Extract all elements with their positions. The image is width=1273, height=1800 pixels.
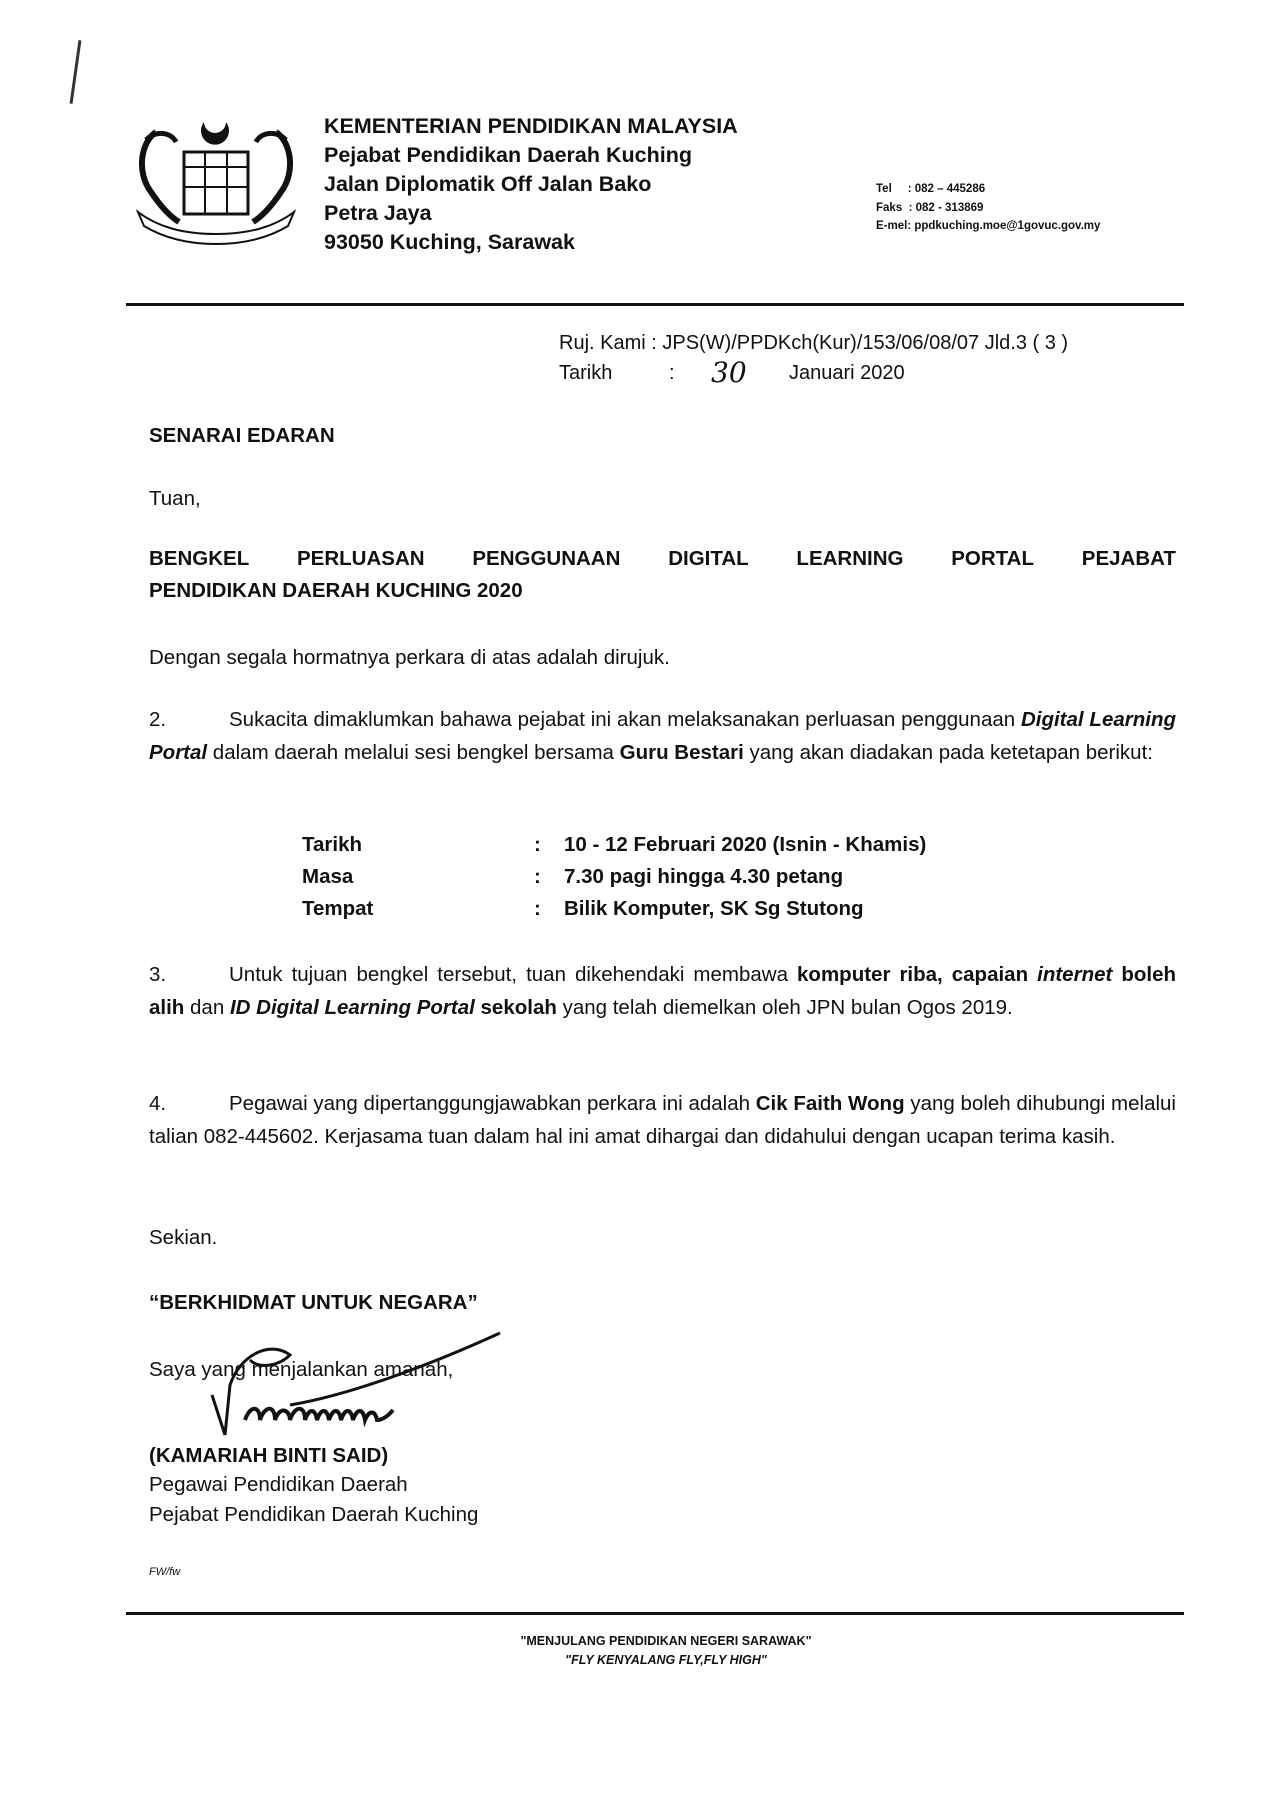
contact-info — [876, 180, 1100, 236]
address-line: Petra Jaya — [324, 201, 432, 225]
text: ID Digital Learning Portal — [229, 995, 475, 1019]
footer-slogan-1: "MENJULANG PENDIDIKAN NEGERI SARAWAK" — [520, 1634, 812, 1648]
text: boleh alih — [149, 963, 1177, 1019]
text: sekolah — [474, 995, 557, 1019]
signoff: Saya yang menjalankan amanah, — [149, 1358, 454, 1381]
subject-word: PORTAL — [951, 547, 1035, 570]
paragraph-4 — [149, 1088, 1176, 1153]
email: E-mel: ppdkuching.moe@1govuc.gov.my — [876, 220, 1101, 232]
detail-label: Masa — [302, 865, 354, 888]
recipient-heading: SENARAI EDARAN — [149, 424, 335, 447]
reference: Ruj. Kami : JPS(W)/PPDKch(Kur)/153/06/08/07 Jld.3 ( 3 ) — [559, 332, 1069, 354]
subject-word: DIGITAL — [668, 547, 749, 570]
text: dalam daerah melalui sesi bengkel bersama — [207, 740, 620, 764]
colon: : — [669, 362, 675, 384]
closing: Sekian. — [149, 1226, 218, 1249]
text: Guru Bestari — [619, 740, 744, 764]
header-rule — [126, 303, 1184, 306]
text: internet — [1037, 963, 1113, 986]
text: Sukacita dimaklumkan bahawa pejabat ini akan melaksanakan perluasan penggunaan — [229, 708, 1016, 731]
detail-value: 10 - 12 Februari 2020 (Isnin - Khamis) — [564, 833, 927, 856]
signature — [200, 1325, 520, 1445]
text: Pegawai yang dipertanggungjawabkan perkara ini adalah — [229, 1092, 756, 1115]
para-number: 3. — [149, 963, 167, 986]
text: yang boleh dihubungi melalui talian 082-445602. Kerjasama tuan dalam hal ini amat dihargai dan didahului dengan ucapan terima kasih. — [149, 1092, 1176, 1148]
signatory-office: Pejabat Pendidikan Daerah Kuching — [149, 1503, 479, 1526]
pen-mark — [70, 40, 82, 104]
signatory-name: (KAMARIAH BINTI SAID) — [149, 1444, 389, 1467]
para-number: 4. — [149, 1092, 167, 1115]
subject-word: PERLUASAN — [297, 547, 425, 570]
fax: Faks : 082 - 313869 — [876, 201, 984, 214]
text: yang akan diadakan pada ketetapan berikut: — [743, 740, 1153, 764]
text: yang telah diemelkan oleh JPN bulan Ogos 2019. — [556, 995, 1013, 1019]
address-line: 93050 Kuching, Sarawak — [324, 230, 575, 254]
ministry-name: KEMENTERIAN PENDIDIKAN MALAYSIA — [324, 114, 738, 138]
office-name: Pejabat Pendidikan Daerah Kuching — [324, 143, 692, 167]
text: Digital Learning Portal — [149, 708, 1176, 764]
text: dan — [184, 995, 230, 1019]
paragraph-3 — [149, 959, 1176, 1024]
subject-word: PEJABAT — [1081, 547, 1176, 570]
date-label: Tarikh — [559, 362, 613, 384]
handwritten-day: 30 — [711, 356, 747, 389]
detail-value: Bilik Komputer, SK Sg Stutong — [564, 897, 864, 920]
address-line: Jalan Diplomatik Off Jalan Bako — [324, 172, 652, 196]
subject-line-1 — [149, 543, 1176, 576]
subject-word: PENGGUNAAN — [472, 547, 621, 570]
subject-line-2: PENDIDIKAN DAERAH KUCHING 2020 — [149, 579, 523, 602]
text: komputer riba, capaian — [797, 963, 1029, 986]
paragraph-2 — [149, 704, 1176, 769]
initials: FW/fw — [149, 1566, 181, 1578]
detail-label: Tarikh — [302, 833, 362, 856]
footer-slogan-2: "FLY KENYALANG FLY,FLY HIGH" — [565, 1653, 767, 1667]
motto: “BERKHIDMAT UNTUK NEGARA” — [149, 1291, 478, 1314]
letter-page: KEMENTERIAN PENDIDIKAN MALAYSIA Pejabat Pendidikan Daerah Kuching Jalan Diplomatik Off Jalan Bako Petra Jaya 93050 Kuching, Sarawak Tel : 082 – 445286 Faks : 082 - 313869 E-mel: ppdkuching.moe@1govuc.gov.my Ruj. Kami : JPS(W)/PPDKch(Kur)/153/06/08/07 Jld.3 ( 3 ) Tarikh : 30 Januari 2020 SENARAI EDARAN Tuan, BENGKEL PERLUASAN PENGGUNAAN DIGITAL LEARNING PORTAL PEJABAT PENDIDIKAN DAERAH KUCHING 2020 Dengan segala hormatnya perkara di atas adalah dirujuk. 2. Sukacita dimaklumkan bahawa pejabat ini akan melaksanakan perluasan penggunaan Digital Learning Portal dalam daerah melalui sesi bengkel bersama Guru Bestari yang akan diadakan pada ketetapan berikut: Tarikh : 10 - 12 Februari 2020 (Isnin - Khamis) Masa : 7.30 pagi hingga 4.30 petang Tempat : Bilik Komputer, SK Sg Stutong 3. Untuk tujuan bengkel tersebut, tuan dikehendaki membawa komputer riba, capaian internet boleh alih dan ID Digital Learning Portal sekolah yang telah diemelkan oleh JPN bulan Ogos 2019. 4. Pegawai yang dipertanggungjawabkan perkara ini adalah Cik Faith Wong yang boleh dihubungi melalui talian 082-445602. Kerjasama tuan dalam hal ini amat dihargai dan didahului dengan ucapan terima kasih. Sekian. “BERKHIDMAT UNTUK NEGARA” Saya yang menjalankan amanah, (KAMARIAH BINTI SAID) Pegawai Pendidikan Daerah Pejabat Pendidikan Daerah Kuching FW/fw "MENJULANG PENDIDIKAN NEGERI SARAWAK" "FLY KENYALANG FLY,FLY HIGH" — [0, 0, 1273, 1800]
date-line — [559, 356, 959, 392]
detail-value: 7.30 pagi hingga 4.30 petang — [564, 865, 844, 888]
paragraph-1: Dengan segala hormatnya perkara di atas adalah dirujuk. — [149, 646, 670, 669]
letterhead — [324, 112, 738, 257]
coat-of-arms-logo — [126, 112, 306, 254]
text: Cik Faith Wong — [755, 1092, 905, 1115]
salutation: Tuan, — [149, 487, 201, 510]
para-number: 2. — [149, 708, 167, 731]
signatory-title: Pegawai Pendidikan Daerah — [149, 1473, 408, 1496]
subject-word: BENGKEL — [149, 547, 250, 570]
footer-rule — [126, 1612, 1184, 1615]
tel: Tel : 082 – 445286 — [876, 183, 986, 195]
detail-label: Tempat — [302, 897, 374, 920]
month-year: Januari 2020 — [789, 362, 905, 384]
subject-word: LEARNING — [796, 547, 904, 570]
text: Untuk tujuan bengkel tersebut, tuan dikehendaki membawa — [229, 963, 798, 986]
